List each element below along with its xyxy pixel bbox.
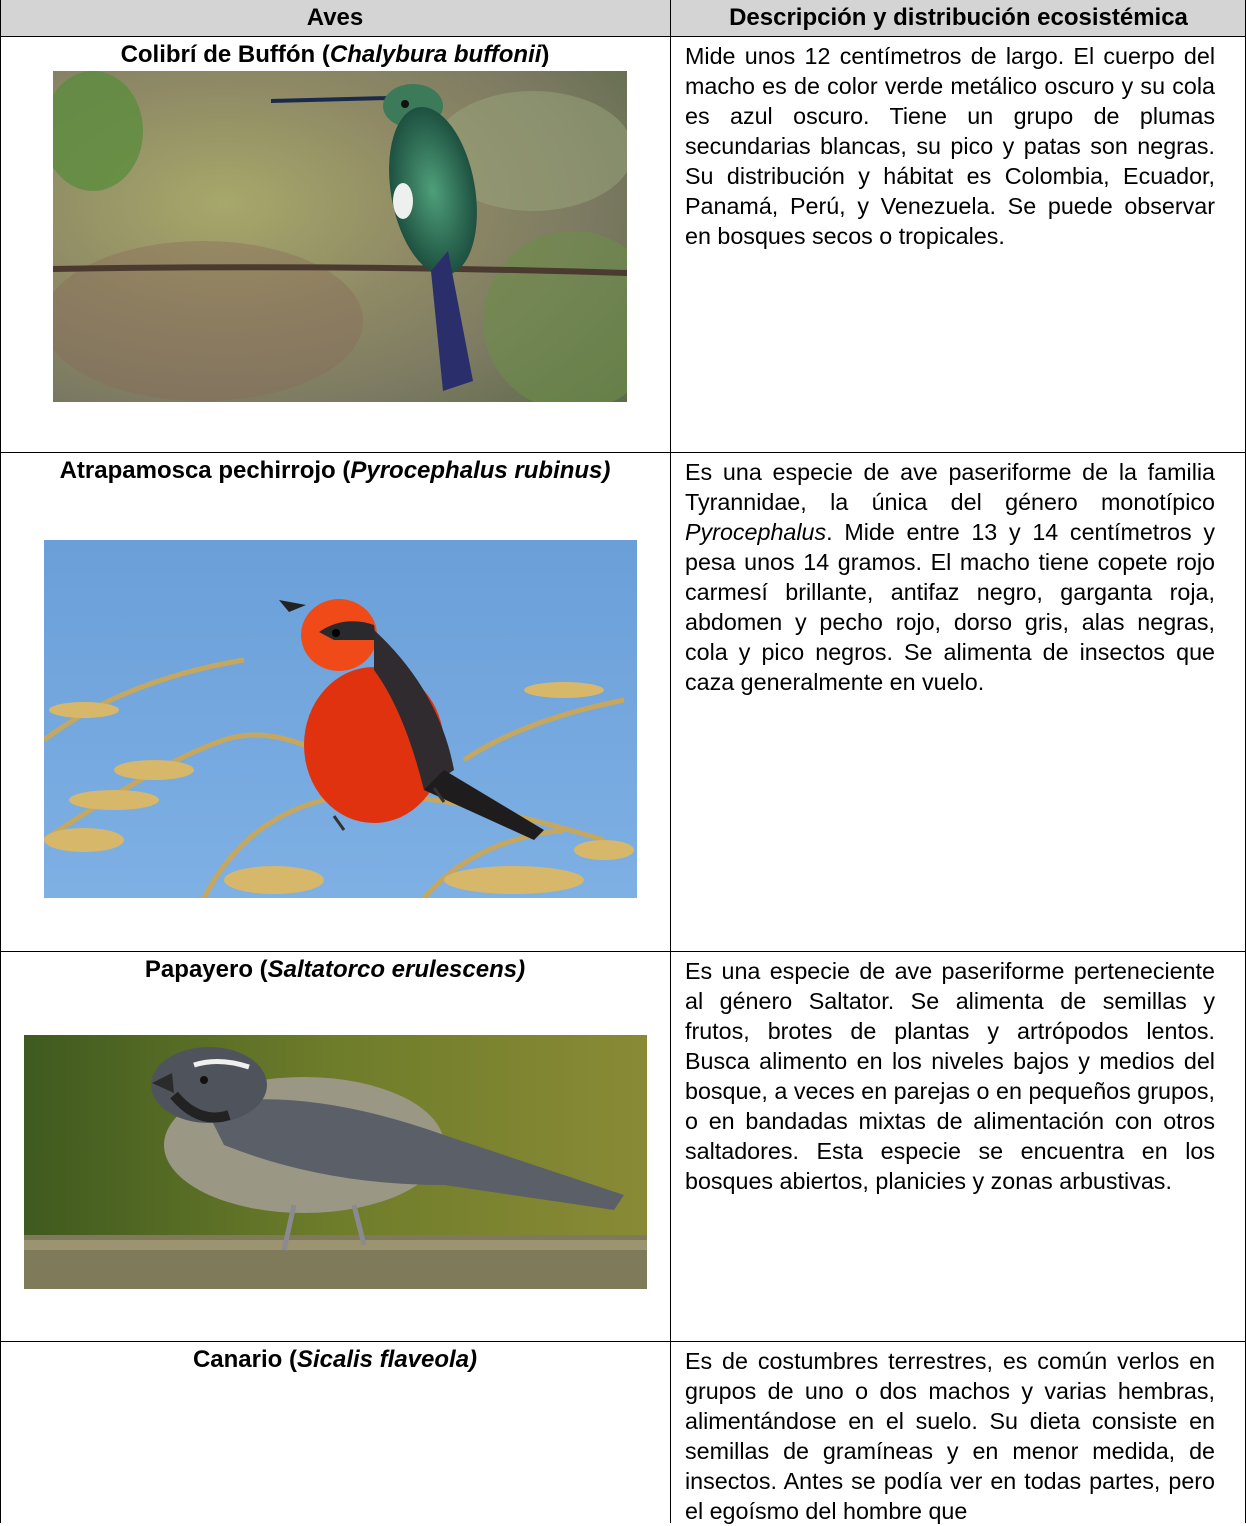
rule-left: [0, 0, 1, 1523]
bird-name-colibri: Colibrí de Buffón (Chalybura buffonii): [120, 41, 550, 68]
flycatcher-photo: [44, 540, 637, 898]
bird-name-atrapamosca: Atrapamosca pechirrojo (Pyrocephalus rubinus): [59, 457, 611, 484]
header-aves: Aves: [0, 0, 670, 36]
rule-top: [0, 36, 1246, 37]
rule-row2: [0, 951, 1246, 952]
saltator-photo: [24, 1035, 647, 1289]
rule-row3: [0, 1341, 1246, 1342]
bird-name-canario: Canario (Sicalis flaveola): [192, 1346, 478, 1373]
description-colibri: Mide unos 12 centímetros de largo. El cuerpo del macho es de color verde metálico oscuro y su cola es azul oscuro. Tiene un grupo de plumas secundarias blancas, su pico y patas son negras. Su distribución y hábitat es Colombia, Ecuador, Panamá, Perú, y Venezuela. Se puede observar en bosques secos o tropicales.: [685, 43, 1215, 249]
hummingbird-photo: [53, 71, 627, 402]
description-canario: Es de costumbres terrestres, es común verlos en grupos de uno o dos machos y varias hembras, alimentándose en el suelo. Su dieta consiste en semillas de gramíneas y en menor medida, de insectos. Antes se podía ver en todas partes, pero el egoísmo del hombre que: [685, 1348, 1215, 1524]
rule-row1: [0, 452, 1246, 453]
bird-name-papayero: Papayero (Saltatorco erulescens): [144, 956, 526, 983]
header-description: Descripción y distribución ecosistémica: [671, 0, 1246, 36]
description-atrapamosca: Es una especie de ave paseriforme de la familia Tyrannidae, la única del género monotípico Pyrocephalus. Mide entre 13 y 14 centímetros y pesa unos 14 gramos. El macho tiene copete rojo carmesí brillante, antifaz negro, garganta roja, abdomen y pecho rojo, dorso gris, alas negras, cola y pico negros. Se alimenta de insectos que caza generalmente en vuelo.: [685, 459, 1215, 695]
description-papayero: Es una especie de ave paseriforme perteneciente al género Saltator. Se alimenta de semillas y frutos, brotes de plantas y artrópodos lentos. Busca alimento en los niveles bajos y medios del bosque, a veces en parejas o en pequeños grupos, o en bandadas mixtas de alimentación con otros saltadores. Esta especie se encuentra en los bosques abiertos, planicies y zonas arbustivas.: [685, 958, 1215, 1194]
rule-middle: [670, 0, 671, 1523]
